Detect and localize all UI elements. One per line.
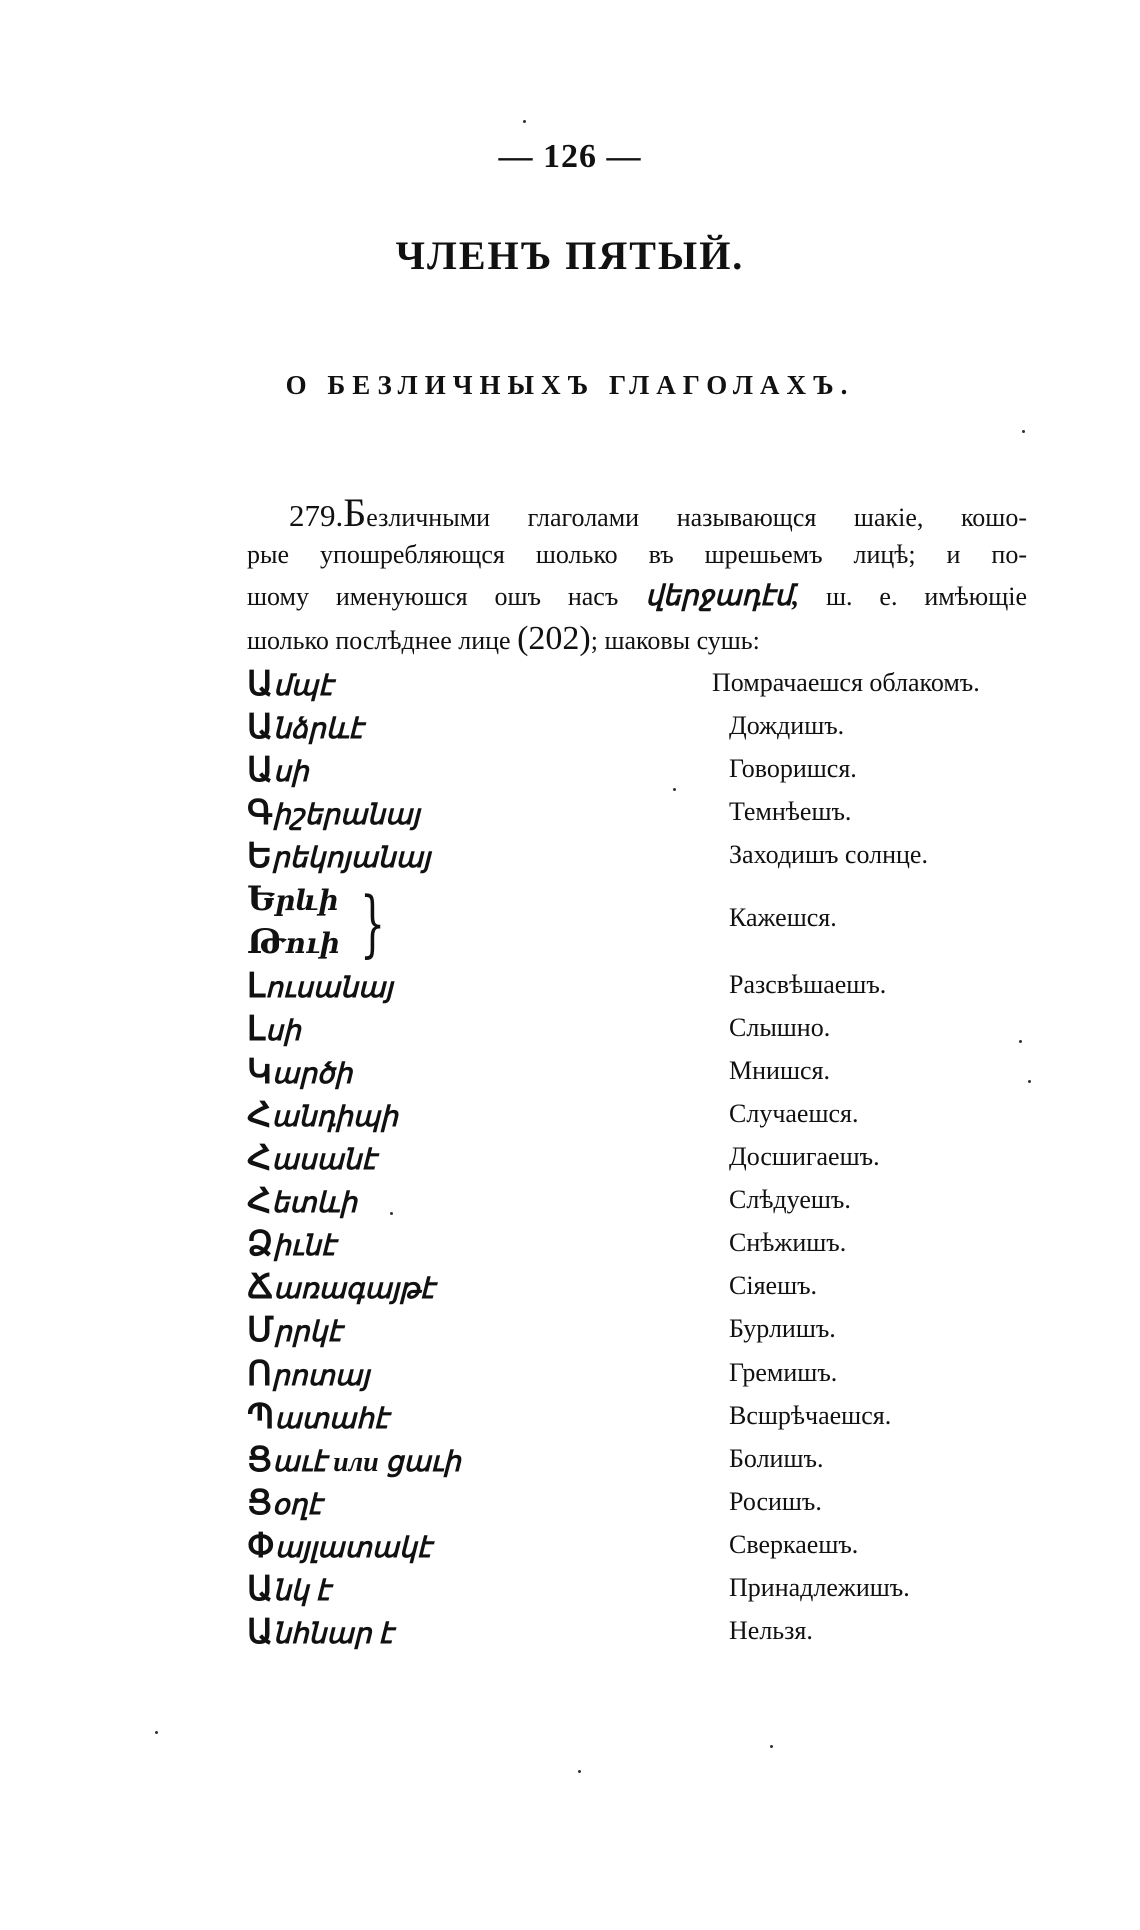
- paragraph-reference: (202): [517, 620, 591, 657]
- russian-translation: Гремишъ.: [729, 1357, 838, 1387]
- russian-translation: Разсвѣшаешъ.: [729, 969, 887, 999]
- armenian-verb: Թուի: [247, 922, 341, 963]
- list-item: [247, 1354, 1067, 1397]
- impersonal-verb-list: [247, 664, 1067, 1655]
- paragraph-line-4-a: шолько послѣднее лице: [247, 626, 511, 655]
- armenian-verb: Գիշերանայ: [247, 795, 420, 833]
- list-item: [247, 1612, 1067, 1655]
- russian-translation: Кажешся.: [729, 903, 837, 933]
- list-item: [247, 1095, 1067, 1138]
- list-item: [247, 1569, 1067, 1612]
- russian-translation: Всшрѣчаешся.: [729, 1400, 892, 1430]
- list-item: [247, 1310, 1067, 1353]
- paragraph-line-3: [247, 576, 1027, 618]
- russian-translation: Случаешся.: [729, 1098, 859, 1128]
- armenian-verb: Երևի: [247, 879, 339, 920]
- armenian-verb: Ցօղէ: [247, 1484, 322, 1522]
- paragraph-line-3-b: ш. е. имѣющіе: [826, 582, 1028, 611]
- russian-translation: Говоришся.: [729, 754, 857, 784]
- russian-translation: Помрачаешся облакомъ.: [712, 668, 980, 697]
- armenian-verb: Անհնար է: [247, 1614, 393, 1652]
- armenian-verb: Ցաւէ или ցաւի: [247, 1441, 461, 1479]
- russian-translation: Слѣдуешъ.: [729, 1185, 851, 1215]
- list-item: [247, 664, 1067, 707]
- print-speck: [1028, 1080, 1031, 1083]
- list-item: [247, 793, 1067, 836]
- russian-translation: Росишъ.: [729, 1486, 822, 1516]
- armenian-verb: Պատահէ: [247, 1398, 389, 1436]
- list-item: [247, 1009, 1067, 1052]
- armenian-verb: Մրրկէ: [247, 1312, 342, 1350]
- armenian-verb: Անկ է: [247, 1570, 330, 1608]
- page-number: — 126 —: [498, 138, 642, 175]
- list-item: [247, 1483, 1067, 1526]
- russian-translation: Темнѣешъ.: [729, 797, 852, 827]
- armenian-verb: Ամպէ: [247, 666, 333, 703]
- list-item: [247, 1440, 1067, 1483]
- list-item: [247, 750, 1067, 793]
- armenian-verb: Երեկոյանայ: [247, 838, 431, 876]
- armenian-verb: Հանդիպի: [247, 1096, 398, 1134]
- paragraph-line-1-text: езличными глаголами называющся шакіе, кошо-: [366, 503, 1027, 532]
- paragraph-number: 279.: [289, 498, 344, 533]
- list-item: [247, 836, 1067, 879]
- print-speck: [1019, 1040, 1022, 1043]
- print-speck: [770, 1745, 773, 1748]
- russian-translation: Заходишъ солнце.: [729, 840, 928, 870]
- russian-translation: Сверкаешъ.: [729, 1529, 859, 1559]
- list-item: [247, 707, 1067, 750]
- paragraph-line-3-a: шому именуюшся ошъ насъ: [247, 582, 619, 611]
- russian-translation: Нельзя.: [729, 1616, 813, 1646]
- print-speck: [155, 1731, 158, 1734]
- list-item: [247, 966, 1067, 1009]
- paragraph-line-4: [247, 618, 1027, 660]
- russian-translation: Мнишся.: [729, 1055, 830, 1085]
- chapter-title: ЧЛЕНЪ ПЯТЫЙ.: [395, 233, 745, 278]
- armenian-verb: Ասի: [247, 752, 309, 790]
- drop-cap: Б: [343, 490, 367, 535]
- russian-translation: Слышно.: [729, 1012, 831, 1042]
- armenian-verb: Հետևի: [247, 1183, 357, 1221]
- list-item: [247, 1224, 1067, 1267]
- armenian-verb: Անձրևէ: [247, 709, 363, 747]
- russian-translation: Принадлежишъ.: [729, 1572, 910, 1602]
- russian-translation: Досшигаешъ.: [729, 1142, 880, 1172]
- print-speck: [390, 1212, 393, 1215]
- list-item: [247, 1397, 1067, 1440]
- russian-translation: Сіяешъ.: [729, 1271, 818, 1301]
- armenian-verb: Լուսանայ: [247, 967, 393, 1005]
- paragraph-279: [247, 492, 1027, 660]
- armenian-verb: Լսի: [247, 1010, 301, 1048]
- list-item: [247, 1267, 1067, 1310]
- russian-translation: Бурлишъ.: [729, 1314, 836, 1344]
- print-speck: [578, 1770, 581, 1773]
- paragraph-line-2: рые упошребляющся шолько въ шрешьемъ лицѣ; и по-: [247, 540, 1027, 569]
- armenian-verb: Փայլատակէ: [247, 1527, 432, 1565]
- print-speck: [523, 120, 526, 123]
- print-speck: [673, 788, 676, 791]
- russian-translation: Болишъ.: [729, 1443, 824, 1473]
- armenian-verb: Ճառագայթէ: [247, 1269, 435, 1307]
- russian-translation: Дождишъ.: [729, 711, 845, 741]
- list-item: [247, 1138, 1067, 1181]
- list-item: [247, 1052, 1067, 1095]
- grouping-brace: }: [360, 881, 386, 966]
- section-title: О БЕЗЛИЧНЫХЪ ГЛАГОЛАХЪ.: [285, 370, 855, 400]
- list-item: [247, 1526, 1067, 1569]
- armenian-verb: Որոտայ: [247, 1355, 370, 1393]
- paragraph-line-1: [247, 492, 1027, 534]
- armenian-term-verjadem: վերջադէմ,: [645, 581, 800, 612]
- print-speck: [1022, 430, 1025, 433]
- russian-translation: Снѣжишъ.: [729, 1228, 847, 1258]
- armenian-verb: Ձիւնէ: [247, 1226, 336, 1264]
- armenian-verb: Կարծի: [247, 1053, 353, 1091]
- list-item-pair: [247, 879, 1067, 965]
- list-item: [247, 1181, 1067, 1224]
- armenian-verb: Հասանէ: [247, 1140, 376, 1178]
- paragraph-line-4-b: ; шаковы сушь:: [590, 626, 760, 655]
